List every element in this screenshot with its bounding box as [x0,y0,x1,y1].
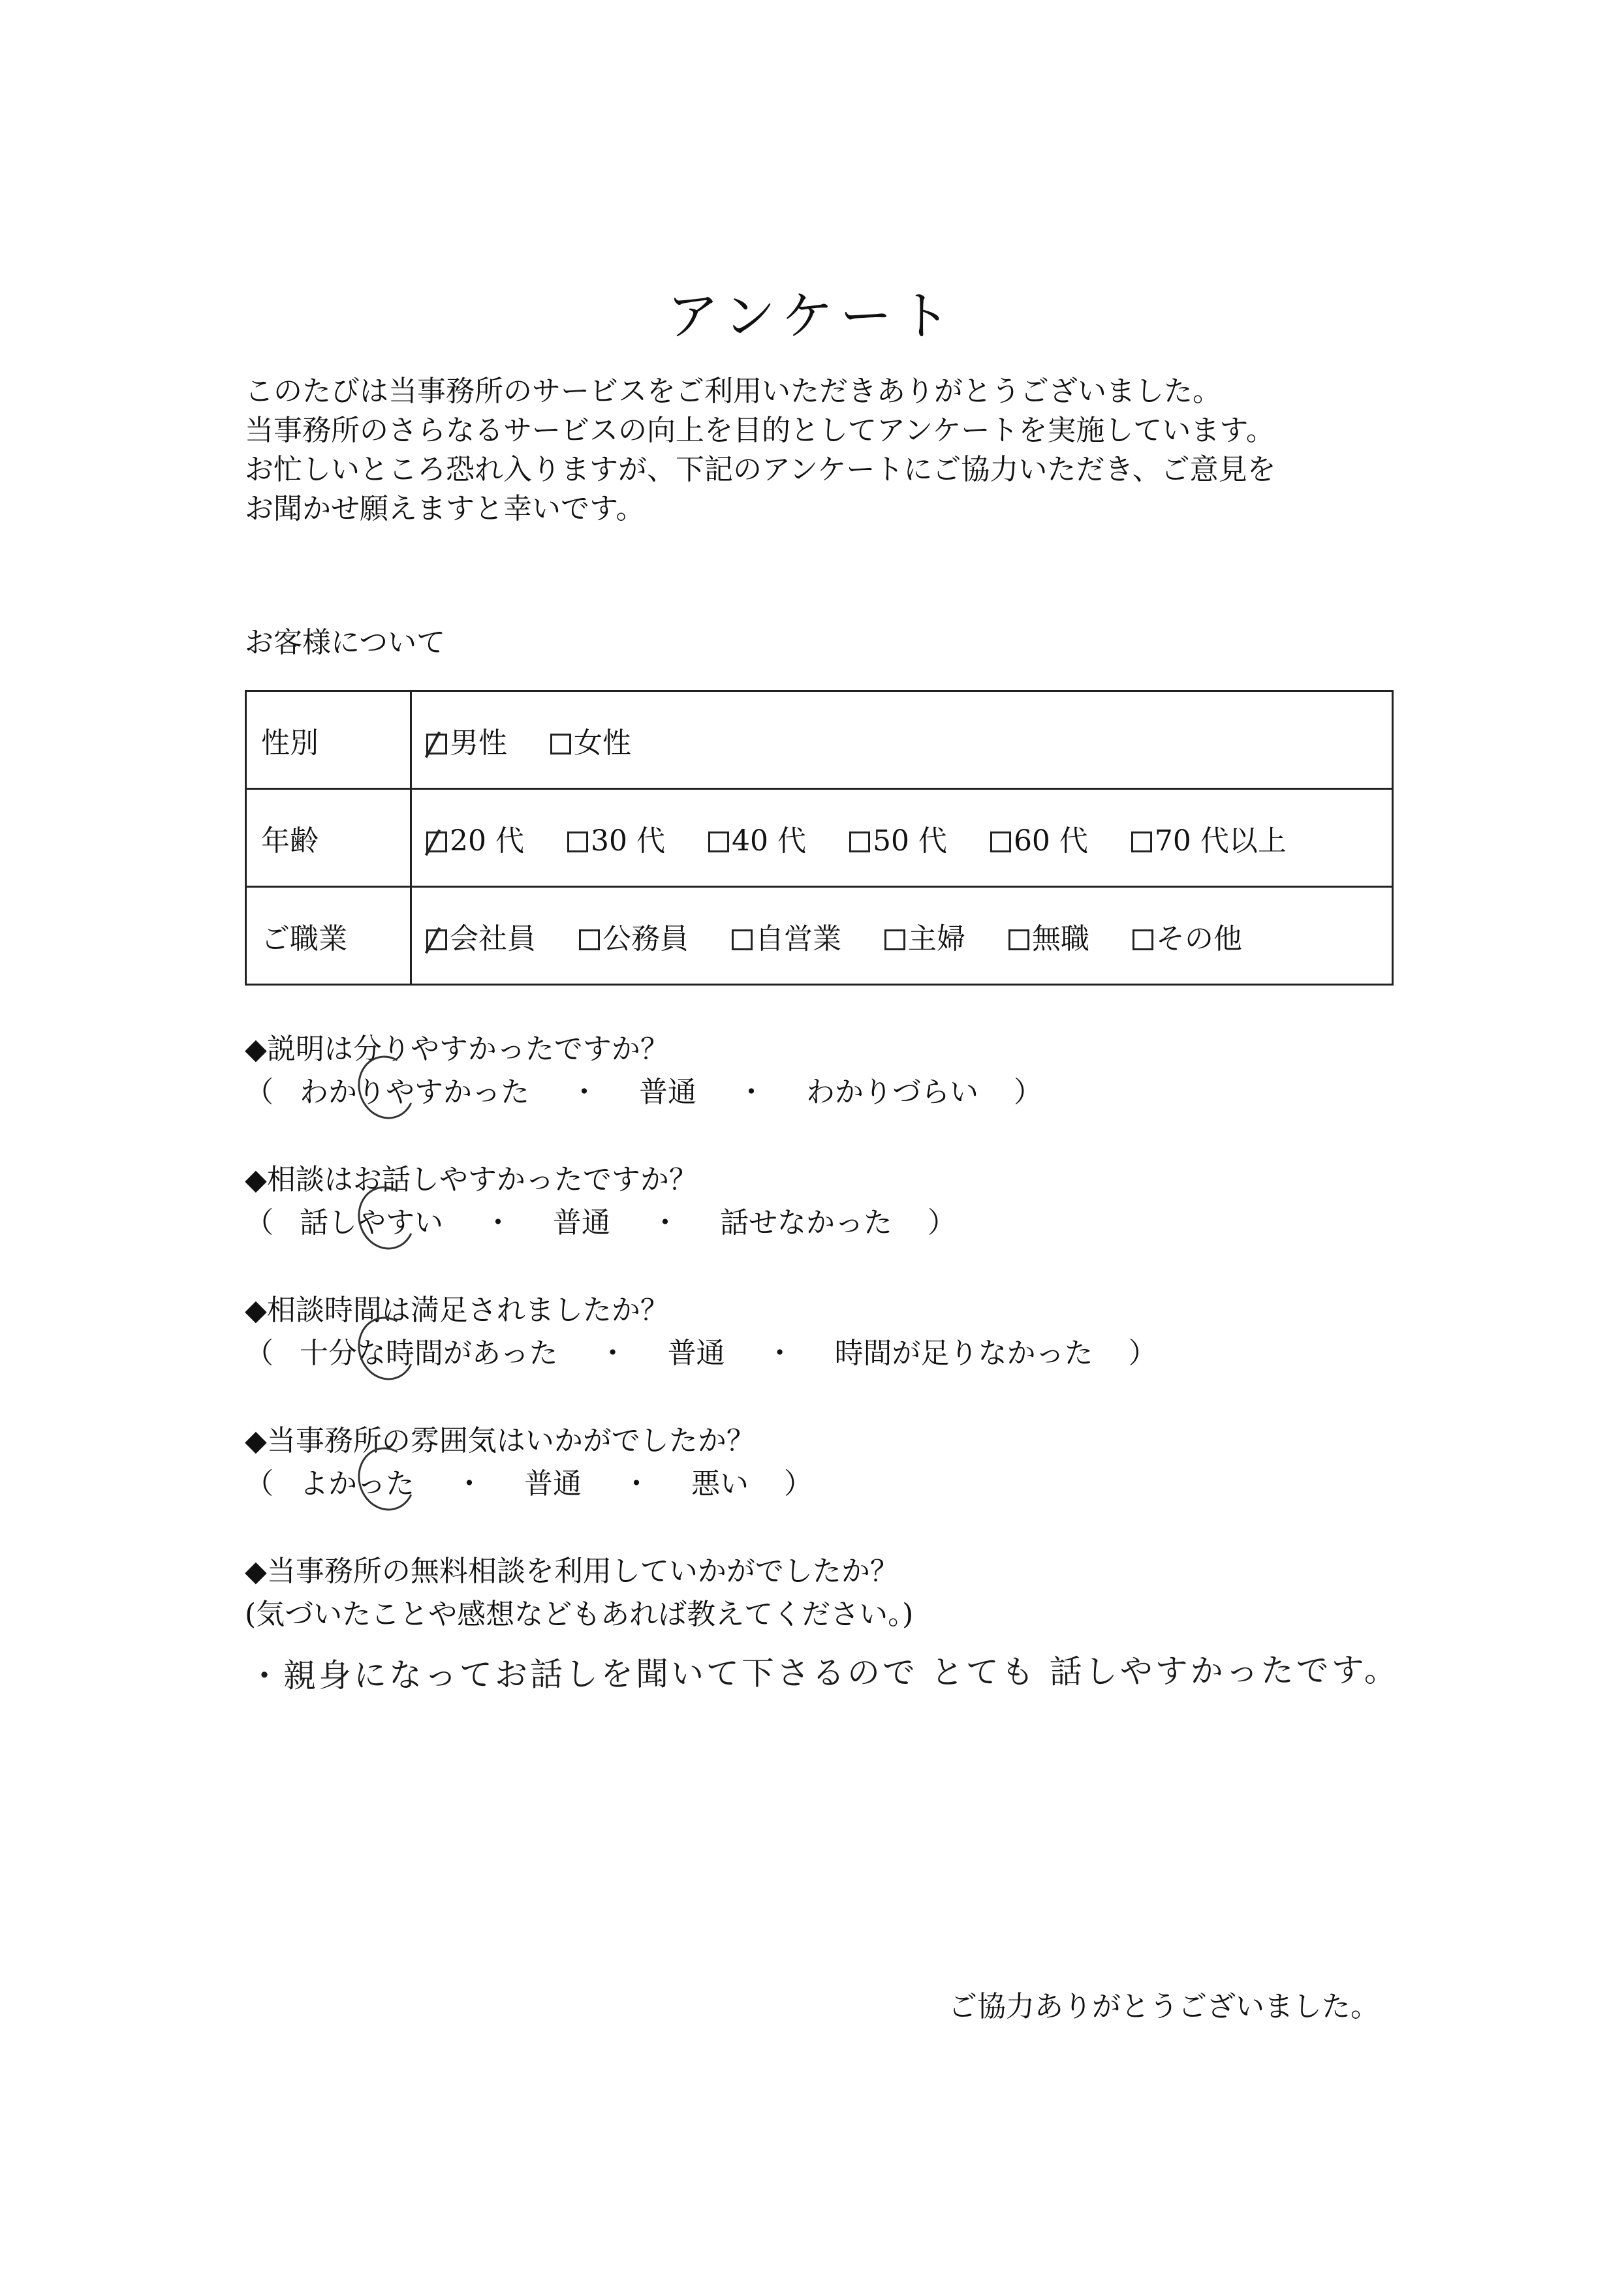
handwritten-answer[interactable]: ・親身になってお話しを聞いて下さるので とても 話しやすかったです。 [247,1651,1399,1695]
option-label: 30 代 [590,824,665,858]
occupation-option-unemployed[interactable] [1008,915,1089,957]
occupation-option-self-employed[interactable] [732,915,841,957]
intro-line: このたびは当事務所のサービスをご利用いただきありがとうございました。 [245,375,1221,408]
age-option-30s[interactable] [567,817,665,859]
age-label: 年齢 [246,789,411,887]
checkbox-icon[interactable] [1131,832,1152,852]
option-label: 60 代 [1013,824,1088,858]
close-paren: ） [784,1467,813,1500]
option-label: 70 代以上 [1154,824,1287,858]
question-subtext: (気づいたことや感想などもあれば教えてください。) [245,1598,914,1631]
choice[interactable]: 普通 [553,1206,610,1239]
separator: ・ [737,1076,766,1109]
question-explanation [245,1028,1485,1114]
occupation-option-other[interactable] [1132,915,1242,957]
page-title: アンケート [666,286,958,347]
separator: ・ [484,1206,512,1239]
choice[interactable]: 普通 [524,1467,582,1500]
separator: ・ [765,1337,794,1370]
close-paren: ） [928,1206,956,1239]
option-label: 40 代 [731,824,806,858]
question-text: ◆当事務所の無料相談を利用していかがでしたか？ [245,1555,899,1588]
choice[interactable]: わかりづらい [806,1076,978,1109]
age-option-50s[interactable] [849,817,947,859]
checkbox-icon[interactable] [990,832,1011,852]
answer-choices [245,1332,1485,1375]
choice-selected[interactable]: 話しやすい [300,1202,443,1245]
separator: ・ [598,1337,627,1370]
occupation-option-employee[interactable] [426,915,536,957]
age-option-40s[interactable] [708,817,806,859]
occupation-options [411,887,1393,985]
choice-selected[interactable]: わかりやすかった [300,1071,529,1114]
intro-line: 当事務所のさらなるサービスの向上を目的としてアンケートを実施しています。 [245,414,1275,447]
intro-line: お忙しいところ恐れ入りますが、下記のアンケートにご協力いただき、ご意見を [245,453,1276,486]
option-label: 無職 [1032,922,1089,956]
open-paren: （ [245,1206,273,1239]
checkbox-icon[interactable] [550,734,571,754]
option-label: 50 代 [872,824,947,858]
checkbox-icon[interactable] [708,832,729,852]
close-paren: ） [1014,1076,1042,1109]
separator: ・ [622,1467,651,1500]
answer-choices [245,1071,1485,1114]
checkbox-checked-icon[interactable] [426,929,447,950]
closing-thanks: ご協力ありがとうございました。 [948,1990,1379,2023]
answer-choices [245,1202,1485,1245]
option-label: 会社員 [450,922,536,956]
checkbox-icon[interactable] [567,832,588,852]
open-paren: （ [245,1076,273,1109]
question-text: ◆相談はお話しやすかったですか？ [245,1163,698,1196]
checkbox-icon[interactable] [884,929,905,950]
choice[interactable]: 話せなかった [720,1206,892,1239]
occupation-label: ご職業 [246,887,411,985]
choice-selected[interactable]: よかった [300,1463,414,1506]
intro-line: お聞かせ願えますと幸いです。 [245,492,645,525]
option-label: 女性 [574,726,631,760]
checkbox-icon[interactable] [849,832,870,852]
age-row [246,789,1393,887]
occupation-option-homemaker[interactable] [884,915,965,957]
question-text: ◆当事務所の雰囲気はいかがでしたか？ [245,1424,755,1457]
question-free-consultation [245,1550,1485,1636]
checkbox-icon[interactable] [732,929,753,950]
separator: ・ [455,1467,484,1500]
choice[interactable]: 悪い [691,1467,749,1500]
checkbox-icon[interactable] [579,929,600,950]
checkbox-icon[interactable] [1008,929,1029,950]
option-label: その他 [1156,922,1242,956]
gender-option-female[interactable] [550,719,631,761]
separator: ・ [651,1206,679,1239]
occupation-option-civil-servant[interactable] [579,915,689,957]
separator: ・ [570,1076,599,1109]
option-label: 主婦 [908,922,965,956]
close-paren: ） [1128,1337,1157,1370]
open-paren: （ [245,1337,273,1370]
intro-text [245,372,1518,529]
question-consultation-time [245,1289,1485,1375]
gender-row [246,691,1393,789]
option-label: 20 代 [450,824,524,858]
gender-options [411,691,1393,789]
occupation-row [246,887,1393,985]
answer-choices [245,1463,1485,1506]
question-ease-of-talk [245,1158,1485,1245]
choice[interactable]: 普通 [639,1076,696,1109]
choice[interactable]: 時間が足りなかった [834,1337,1093,1370]
age-option-60s[interactable] [990,817,1088,859]
question-text: ◆説明は分りやすかったですか？ [245,1033,669,1066]
question-atmosphere [245,1420,1485,1506]
choice[interactable]: 普通 [667,1337,725,1370]
gender-option-male[interactable] [426,719,507,761]
checkbox-checked-icon[interactable] [426,832,447,852]
age-option-70s-plus[interactable] [1131,817,1287,859]
gender-label: 性別 [246,691,411,789]
question-text: ◆相談時間は満足されましたか？ [245,1294,669,1327]
customer-section-label: お客様について [245,626,446,659]
option-label: 男性 [450,726,507,760]
checkbox-icon[interactable] [1132,929,1153,950]
option-label: 公務員 [602,922,689,956]
checkbox-checked-icon[interactable] [426,734,447,754]
age-options [411,789,1393,887]
choice-selected[interactable]: 十分な時間があった [300,1332,558,1375]
open-paren: （ [245,1467,273,1500]
option-label: 自営業 [755,922,841,956]
age-option-20s[interactable] [426,817,524,859]
customer-info-table [245,690,1394,986]
